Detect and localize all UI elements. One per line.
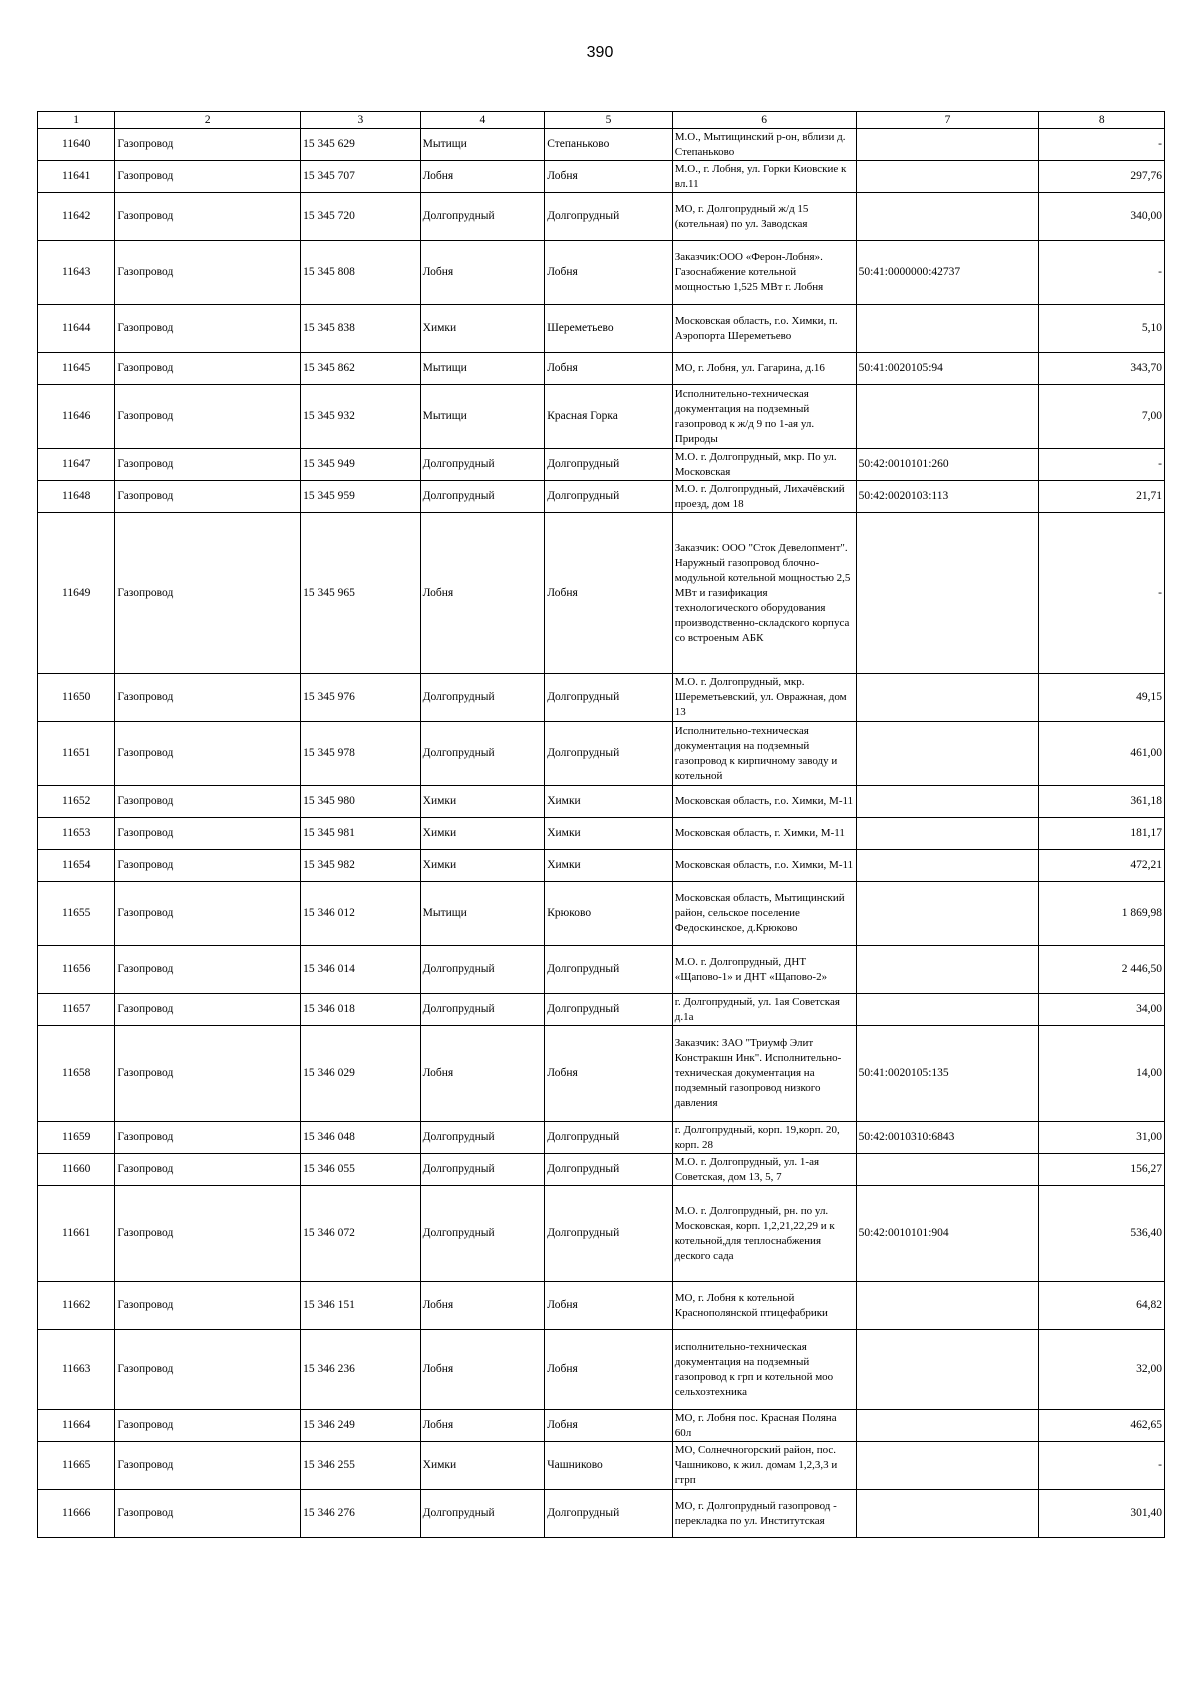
table-row [38, 129, 1165, 161]
cadastral-number-cell: 50:41:0020105:135 [856, 1026, 1039, 1122]
cadastral-number-cell: 50:42:0010310:6843 [856, 1122, 1039, 1154]
object-type-cell: Газопровод [115, 353, 301, 385]
cadastral-number-cell [856, 850, 1039, 882]
cadastral-number-cell [856, 1410, 1039, 1442]
object-code-cell: 15 346 276 [301, 1490, 421, 1538]
table-row [38, 193, 1165, 241]
district-cell: Химки [420, 1442, 545, 1490]
length-value-cell: 2 446,50 [1039, 946, 1165, 994]
object-code-cell: 15 346 072 [301, 1186, 421, 1282]
row-number-cell: 11642 [38, 193, 115, 241]
row-number-cell: 11646 [38, 385, 115, 449]
length-value-cell: 472,21 [1039, 850, 1165, 882]
address-cell: МО, г. Долгопрудный газопровод - перекладка по ул. Институтская [672, 1490, 856, 1538]
address-cell: Московская область, г.о. Химки, М-11 [672, 850, 856, 882]
object-code-cell: 15 345 982 [301, 850, 421, 882]
row-number-cell: 11643 [38, 241, 115, 305]
table-row [38, 1154, 1165, 1186]
cadastral-number-cell [856, 1154, 1039, 1186]
length-value-cell: 5,10 [1039, 305, 1165, 353]
address-cell: Московская область, Мытищинский район, сельское поселение Федоскинское, д.Крюково [672, 882, 856, 946]
district-cell: Химки [420, 818, 545, 850]
object-type-cell: Газопровод [115, 385, 301, 449]
address-cell: г. Долгопрудный, корп. 19,корп. 20, корп. 28 [672, 1122, 856, 1154]
district-cell: Долгопрудный [420, 994, 545, 1026]
object-code-cell: 15 345 932 [301, 385, 421, 449]
locality-cell: Лобня [545, 1410, 673, 1442]
cadastral-number-cell: 50:41:0000000:42737 [856, 241, 1039, 305]
length-value-cell: - [1039, 513, 1165, 674]
length-value-cell: - [1039, 449, 1165, 481]
table-row [38, 674, 1165, 722]
district-cell: Долгопрудный [420, 1186, 545, 1282]
locality-cell: Красная Горка [545, 385, 673, 449]
object-code-cell: 15 345 808 [301, 241, 421, 305]
object-type-cell: Газопровод [115, 1154, 301, 1186]
cadastral-number-cell [856, 946, 1039, 994]
district-cell: Мытищи [420, 129, 545, 161]
district-cell: Долгопрудный [420, 946, 545, 994]
table-row [38, 1186, 1165, 1282]
object-code-cell: 15 345 980 [301, 786, 421, 818]
column-header: 8 [1039, 112, 1165, 129]
locality-cell: Лобня [545, 161, 673, 193]
locality-cell: Лобня [545, 353, 673, 385]
locality-cell: Долгопрудный [545, 994, 673, 1026]
cadastral-number-cell [856, 193, 1039, 241]
object-code-cell: 15 345 978 [301, 722, 421, 786]
object-type-cell: Газопровод [115, 946, 301, 994]
length-value-cell: - [1039, 241, 1165, 305]
table-row [38, 385, 1165, 449]
row-number-cell: 11661 [38, 1186, 115, 1282]
length-value-cell: 536,40 [1039, 1186, 1165, 1282]
district-cell: Долгопрудный [420, 722, 545, 786]
cadastral-number-cell [856, 305, 1039, 353]
object-type-cell: Газопровод [115, 129, 301, 161]
table-row [38, 353, 1165, 385]
address-cell: М.О., г. Лобня, ул. Горки Киовские к вл.11 [672, 161, 856, 193]
address-cell: г. Долгопрудный, ул. 1ая Советская д.1а [672, 994, 856, 1026]
row-number-cell: 11652 [38, 786, 115, 818]
locality-cell: Лобня [545, 1282, 673, 1330]
object-type-cell: Газопровод [115, 305, 301, 353]
length-value-cell: 297,76 [1039, 161, 1165, 193]
table-row [38, 946, 1165, 994]
address-cell: М.О. г. Долгопрудный, ДНТ «Щапово-1» и ДНТ «Щапово-2» [672, 946, 856, 994]
cadastral-number-cell [856, 129, 1039, 161]
length-value-cell: 462,65 [1039, 1410, 1165, 1442]
district-cell: Лобня [420, 1026, 545, 1122]
length-value-cell: 343,70 [1039, 353, 1165, 385]
length-value-cell: 32,00 [1039, 1330, 1165, 1410]
table-row [38, 449, 1165, 481]
object-type-cell: Газопровод [115, 481, 301, 513]
address-cell: М.О. г. Долгопрудный, Лихачёвский проезд, дом 18 [672, 481, 856, 513]
district-cell: Лобня [420, 161, 545, 193]
table-row [38, 305, 1165, 353]
locality-cell: Степаньково [545, 129, 673, 161]
object-code-cell: 15 345 959 [301, 481, 421, 513]
registry-table [37, 111, 1165, 1538]
length-value-cell: 64,82 [1039, 1282, 1165, 1330]
cadastral-number-cell [856, 385, 1039, 449]
row-number-cell: 11654 [38, 850, 115, 882]
district-cell: Долгопрудный [420, 481, 545, 513]
table-row [38, 513, 1165, 674]
address-cell: Московская область, г. Химки, М-11 [672, 818, 856, 850]
object-code-cell: 15 346 048 [301, 1122, 421, 1154]
table-row [38, 882, 1165, 946]
row-number-cell: 11655 [38, 882, 115, 946]
object-code-cell: 15 346 151 [301, 1282, 421, 1330]
object-type-cell: Газопровод [115, 818, 301, 850]
object-code-cell: 15 346 018 [301, 994, 421, 1026]
locality-cell: Чашниково [545, 1442, 673, 1490]
cadastral-number-cell [856, 1282, 1039, 1330]
cadastral-number-cell [856, 786, 1039, 818]
district-cell: Лобня [420, 513, 545, 674]
locality-cell: Долгопрудный [545, 946, 673, 994]
object-code-cell: 15 345 976 [301, 674, 421, 722]
cadastral-number-cell [856, 1490, 1039, 1538]
table-row [38, 786, 1165, 818]
locality-cell: Лобня [545, 241, 673, 305]
district-cell: Долгопрудный [420, 1154, 545, 1186]
table-row [38, 241, 1165, 305]
row-number-cell: 11656 [38, 946, 115, 994]
address-cell: М.О., Мытищинский р-он, вблизи д. Степаньково [672, 129, 856, 161]
object-type-cell: Газопровод [115, 722, 301, 786]
row-number-cell: 11664 [38, 1410, 115, 1442]
address-cell: МО, г. Долгопрудный ж/д 15 (котельная) по ул. Заводская [672, 193, 856, 241]
object-type-cell: Газопровод [115, 786, 301, 818]
object-type-cell: Газопровод [115, 882, 301, 946]
object-code-cell: 15 345 981 [301, 818, 421, 850]
locality-cell: Крюково [545, 882, 673, 946]
object-type-cell: Газопровод [115, 161, 301, 193]
row-number-cell: 11649 [38, 513, 115, 674]
column-header: 7 [856, 112, 1039, 129]
length-value-cell: 156,27 [1039, 1154, 1165, 1186]
address-cell: Московская область, г.о. Химки, М-11 [672, 786, 856, 818]
object-type-cell: Газопровод [115, 1490, 301, 1538]
length-value-cell: 49,15 [1039, 674, 1165, 722]
table-row [38, 161, 1165, 193]
district-cell: Лобня [420, 1330, 545, 1410]
address-cell: МО, г. Лобня к котельной Краснополянской птицефабрики [672, 1282, 856, 1330]
locality-cell: Долгопрудный [545, 674, 673, 722]
locality-cell: Шереметьево [545, 305, 673, 353]
row-number-cell: 11648 [38, 481, 115, 513]
locality-cell: Долгопрудный [545, 449, 673, 481]
district-cell: Химки [420, 850, 545, 882]
column-header: 2 [115, 112, 301, 129]
cadastral-number-cell [856, 161, 1039, 193]
object-code-cell: 15 346 014 [301, 946, 421, 994]
table-row [38, 1026, 1165, 1122]
object-type-cell: Газопровод [115, 850, 301, 882]
table-row [38, 818, 1165, 850]
object-code-cell: 15 346 255 [301, 1442, 421, 1490]
address-cell: М.О. г. Долгопрудный, ул. 1-ая Советская, дом 13, 5, 7 [672, 1154, 856, 1186]
address-cell: МО, Солнечногорский район, пос. Чашниково, к жил. домам 1,2,3,3 и гтрп [672, 1442, 856, 1490]
object-code-cell: 15 346 012 [301, 882, 421, 946]
table-row [38, 1282, 1165, 1330]
object-code-cell: 15 346 236 [301, 1330, 421, 1410]
object-type-cell: Газопровод [115, 994, 301, 1026]
object-code-cell: 15 346 029 [301, 1026, 421, 1122]
column-header: 4 [420, 112, 545, 129]
row-number-cell: 11641 [38, 161, 115, 193]
address-cell: Исполнительно-техническая документация на подземный газопровод к кирпичному заводу и котельной [672, 722, 856, 786]
locality-cell: Химки [545, 786, 673, 818]
locality-cell: Долгопрудный [545, 193, 673, 241]
object-type-cell: Газопровод [115, 1410, 301, 1442]
table-row [38, 1442, 1165, 1490]
cadastral-number-cell [856, 1442, 1039, 1490]
locality-cell: Лобня [545, 513, 673, 674]
row-number-cell: 11645 [38, 353, 115, 385]
locality-cell: Лобня [545, 1026, 673, 1122]
locality-cell: Химки [545, 850, 673, 882]
cadastral-number-cell [856, 674, 1039, 722]
row-number-cell: 11659 [38, 1122, 115, 1154]
object-type-cell: Газопровод [115, 193, 301, 241]
row-number-cell: 11647 [38, 449, 115, 481]
object-code-cell: 15 345 707 [301, 161, 421, 193]
row-number-cell: 11660 [38, 1154, 115, 1186]
cadastral-number-cell: 50:42:0010101:904 [856, 1186, 1039, 1282]
length-value-cell: 301,40 [1039, 1490, 1165, 1538]
table-row [38, 722, 1165, 786]
row-number-cell: 11657 [38, 994, 115, 1026]
cadastral-number-cell [856, 1330, 1039, 1410]
page-number: 390 [586, 44, 614, 61]
table-row [38, 481, 1165, 513]
object-code-cell: 15 346 249 [301, 1410, 421, 1442]
header-row [38, 112, 1165, 129]
locality-cell: Долгопрудный [545, 1154, 673, 1186]
row-number-cell: 11640 [38, 129, 115, 161]
object-type-cell: Газопровод [115, 1026, 301, 1122]
row-number-cell: 11644 [38, 305, 115, 353]
address-cell: исполнительно-техническая документация на подземный газопровод к грп и котельной моо сельхозтехника [672, 1330, 856, 1410]
object-type-cell: Газопровод [115, 1122, 301, 1154]
district-cell: Долгопрудный [420, 674, 545, 722]
district-cell: Лобня [420, 1410, 545, 1442]
address-cell: Заказчик: ЗАО "Триумф Элит Констракшн Инк". Исполнительно-техническая документация на подземный газопровод низкого давления [672, 1026, 856, 1122]
district-cell: Долгопрудный [420, 1122, 545, 1154]
locality-cell: Химки [545, 818, 673, 850]
cadastral-number-cell [856, 722, 1039, 786]
row-number-cell: 11662 [38, 1282, 115, 1330]
object-code-cell: 15 345 720 [301, 193, 421, 241]
locality-cell: Долгопрудный [545, 1490, 673, 1538]
row-number-cell: 11663 [38, 1330, 115, 1410]
locality-cell: Долгопрудный [545, 722, 673, 786]
district-cell: Мытищи [420, 882, 545, 946]
object-code-cell: 15 346 055 [301, 1154, 421, 1186]
cadastral-number-cell: 50:42:0010101:260 [856, 449, 1039, 481]
locality-cell: Долгопрудный [545, 481, 673, 513]
object-type-cell: Газопровод [115, 1330, 301, 1410]
object-type-cell: Газопровод [115, 674, 301, 722]
district-cell: Лобня [420, 241, 545, 305]
length-value-cell: - [1039, 129, 1165, 161]
length-value-cell: 34,00 [1039, 994, 1165, 1026]
object-type-cell: Газопровод [115, 1442, 301, 1490]
object-type-cell: Газопровод [115, 1282, 301, 1330]
cadastral-number-cell: 50:42:0020103:113 [856, 481, 1039, 513]
table-row [38, 1330, 1165, 1410]
district-cell: Мытищи [420, 385, 545, 449]
cadastral-number-cell [856, 882, 1039, 946]
district-cell: Мытищи [420, 353, 545, 385]
object-type-cell: Газопровод [115, 241, 301, 305]
length-value-cell: 31,00 [1039, 1122, 1165, 1154]
district-cell: Долгопрудный [420, 449, 545, 481]
object-type-cell: Газопровод [115, 513, 301, 674]
object-type-cell: Газопровод [115, 1186, 301, 1282]
row-number-cell: 11651 [38, 722, 115, 786]
address-cell: М.О. г. Долгопрудный, рн. по ул. Московская, корп. 1,2,21,22,29 и к котельной,для теплоснабжения деского сада [672, 1186, 856, 1282]
table-row [38, 1410, 1165, 1442]
length-value-cell: 361,18 [1039, 786, 1165, 818]
address-cell: Исполнительно-техническая документация на подземный газопровод к ж/д 9 по 1-ая ул. Природы [672, 385, 856, 449]
address-cell: М.О. г. Долгопрудный, мкр. Шереметьевский, ул. Овражная, дом 13 [672, 674, 856, 722]
row-number-cell: 11653 [38, 818, 115, 850]
address-cell: М.О. г. Долгопрудный, мкр. По ул. Московская [672, 449, 856, 481]
address-cell: МО, г. Лобня пос. Красная Поляна 60л [672, 1410, 856, 1442]
row-number-cell: 11658 [38, 1026, 115, 1122]
length-value-cell: 340,00 [1039, 193, 1165, 241]
column-header: 5 [545, 112, 673, 129]
address-cell: Заказчик: ООО "Сток Девелопмент". Наружный газопровод блочно-модульной котельной мощностью 2,5 МВт и газификация технологического оборудования производственно-складского корпуса со встроеным АБК [672, 513, 856, 674]
length-value-cell: 7,00 [1039, 385, 1165, 449]
district-cell: Лобня [420, 1282, 545, 1330]
locality-cell: Долгопрудный [545, 1122, 673, 1154]
address-cell: Заказчик:ООО «Ферон-Лобня». Газоснабжение котельной мощностью 1,525 МВт г. Лобня [672, 241, 856, 305]
column-header: 3 [301, 112, 421, 129]
object-code-cell: 15 345 862 [301, 353, 421, 385]
object-code-cell: 15 345 838 [301, 305, 421, 353]
district-cell: Химки [420, 305, 545, 353]
row-number-cell: 11665 [38, 1442, 115, 1490]
address-cell: МО, г. Лобня, ул. Гагарина, д.16 [672, 353, 856, 385]
cadastral-number-cell: 50:41:0020105:94 [856, 353, 1039, 385]
row-number-cell: 11650 [38, 674, 115, 722]
length-value-cell: 1 869,98 [1039, 882, 1165, 946]
object-code-cell: 15 345 629 [301, 129, 421, 161]
table-row [38, 850, 1165, 882]
table-row [38, 1122, 1165, 1154]
object-type-cell: Газопровод [115, 449, 301, 481]
row-number-cell: 11666 [38, 1490, 115, 1538]
length-value-cell: 14,00 [1039, 1026, 1165, 1122]
district-cell: Долгопрудный [420, 1490, 545, 1538]
district-cell: Долгопрудный [420, 193, 545, 241]
table-row [38, 994, 1165, 1026]
object-code-cell: 15 345 949 [301, 449, 421, 481]
cadastral-number-cell [856, 994, 1039, 1026]
locality-cell: Долгопрудный [545, 1186, 673, 1282]
district-cell: Химки [420, 786, 545, 818]
column-header: 6 [672, 112, 856, 129]
object-code-cell: 15 345 965 [301, 513, 421, 674]
cadastral-number-cell [856, 818, 1039, 850]
length-value-cell: - [1039, 1442, 1165, 1490]
length-value-cell: 21,71 [1039, 481, 1165, 513]
locality-cell: Лобня [545, 1330, 673, 1410]
address-cell: Московская область, г.о. Химки, п. Аэропорта Шереметьево [672, 305, 856, 353]
length-value-cell: 461,00 [1039, 722, 1165, 786]
length-value-cell: 181,17 [1039, 818, 1165, 850]
table-row [38, 1490, 1165, 1538]
cadastral-number-cell [856, 513, 1039, 674]
column-header: 1 [38, 112, 115, 129]
